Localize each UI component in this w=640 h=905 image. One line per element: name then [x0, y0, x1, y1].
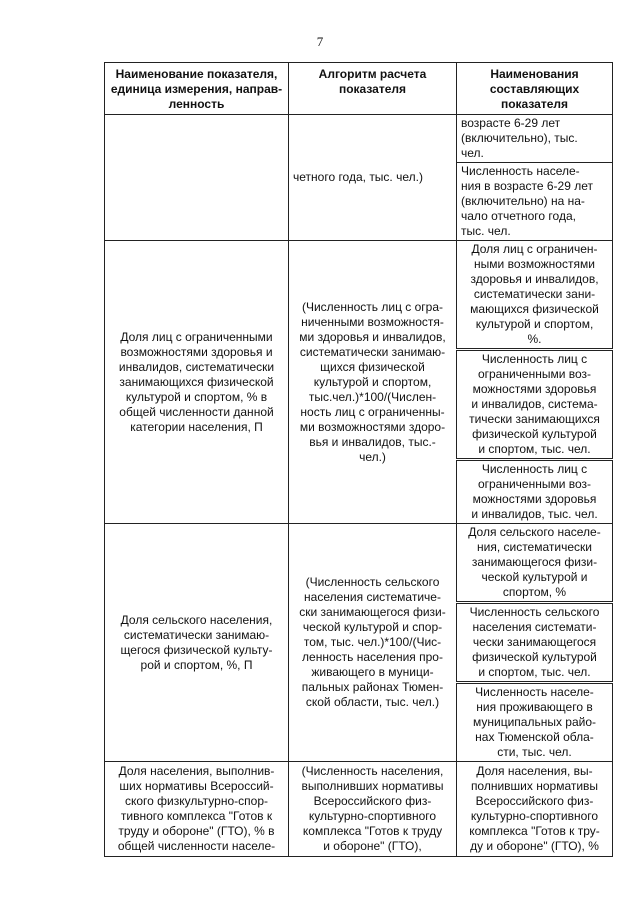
algorithm-cell: (Численность населения, выполнивших нормативы Всероссийского физ- культурно-спортивного комплекса "Готов к труду и обороне" (ГТО), — [289, 762, 457, 857]
header-algorithm: Алгоритм расчета показателя — [289, 63, 457, 115]
component-cell: Доля сельского населе- ния, систематически занимающегося физи- ческой культурой и спортом, % — [457, 524, 613, 603]
table-row — [105, 524, 613, 603]
algorithm-cell: (Численность лиц с огра- ниченными возможностя- ми здоровья и инвалидов, систематически занимаю- щихся физической культурой и спортом, тыс.чел.)*100/(Числен- ность лиц с ограниченны- ми возможностями здоро- вья и инвалидов, тыс.- чел.) — [289, 241, 457, 524]
component-cell: возрасте 6-29 лет (включительно), тыс. чел. — [457, 115, 613, 163]
table-row — [105, 241, 613, 350]
header-indicator: Наименование показателя, единица измерения, направ- ленность — [105, 63, 289, 115]
component-cell: Численность сельского населения системати- чески занимающегося физической культурой и спортом, тыс. чел. — [457, 603, 613, 683]
component-cell: Численность лиц с ограниченными воз- можностями здоровья и инвалидов, система- тически занимающихся физической культурой и спортом, тыс. чел. — [457, 350, 613, 460]
indicator-cell: Доля населения, выполнив- ших нормативы Всероссий- ского физкультурно-спор- тивного комплекса "Готов к труду и обороне" (ГТО), % в общей численности населе- — [105, 762, 289, 857]
indicators-table — [104, 62, 613, 857]
component-cell: Численность населе- ния в возрасте 6-29 лет (включительно) на на- чало отчетного года, тыс. чел. — [457, 163, 613, 241]
header-components: Наименования составляющих показателя — [457, 63, 613, 115]
component-cell: Численность лиц с ограниченными воз- можностями здоровья и инвалидов, тыс. чел. — [457, 460, 613, 524]
table-row — [105, 115, 613, 163]
component-cell: Численность населе- ния проживающего в муниципальных райо- нах Тюменской обла- сти, тыс. чел. — [457, 683, 613, 762]
table-header-row — [105, 63, 613, 115]
page-number: 7 — [316, 34, 324, 49]
indicator-cell: Доля лиц с ограниченными возможностями здоровья и инвалидов, систематически занимающихся физической культурой и спортом, % в общей численности данной категории населения, П — [105, 241, 289, 524]
component-cell: Доля населения, вы- полнивших нормативы Всероссийского физ- культурно-спортивного комплекса "Готов к тру- ду и обороне" (ГТО), % — [457, 762, 613, 857]
algorithm-cell: четного года, тыс. чел.) — [289, 115, 457, 241]
table-row — [105, 762, 613, 857]
indicator-cell: Доля сельского населения, систематически занимаю- щегося физической культу- рой и спортом, %, П — [105, 524, 289, 762]
algorithm-cell: (Численность сельского населения систематиче- ски занимающегося физи- ческой культурой и спор- том, тыс. чел.)*100/(Чис- ленность населения про- живающего в муници- пальных районах Тюмен- ской области, тыс. чел.) — [289, 524, 457, 762]
component-cell: Доля лиц с ограничен- ными возможностями здоровья и инвалидов, систематически зани- мающихся физической культурой и спортом, %. — [457, 241, 613, 350]
indicator-cell — [105, 115, 289, 241]
